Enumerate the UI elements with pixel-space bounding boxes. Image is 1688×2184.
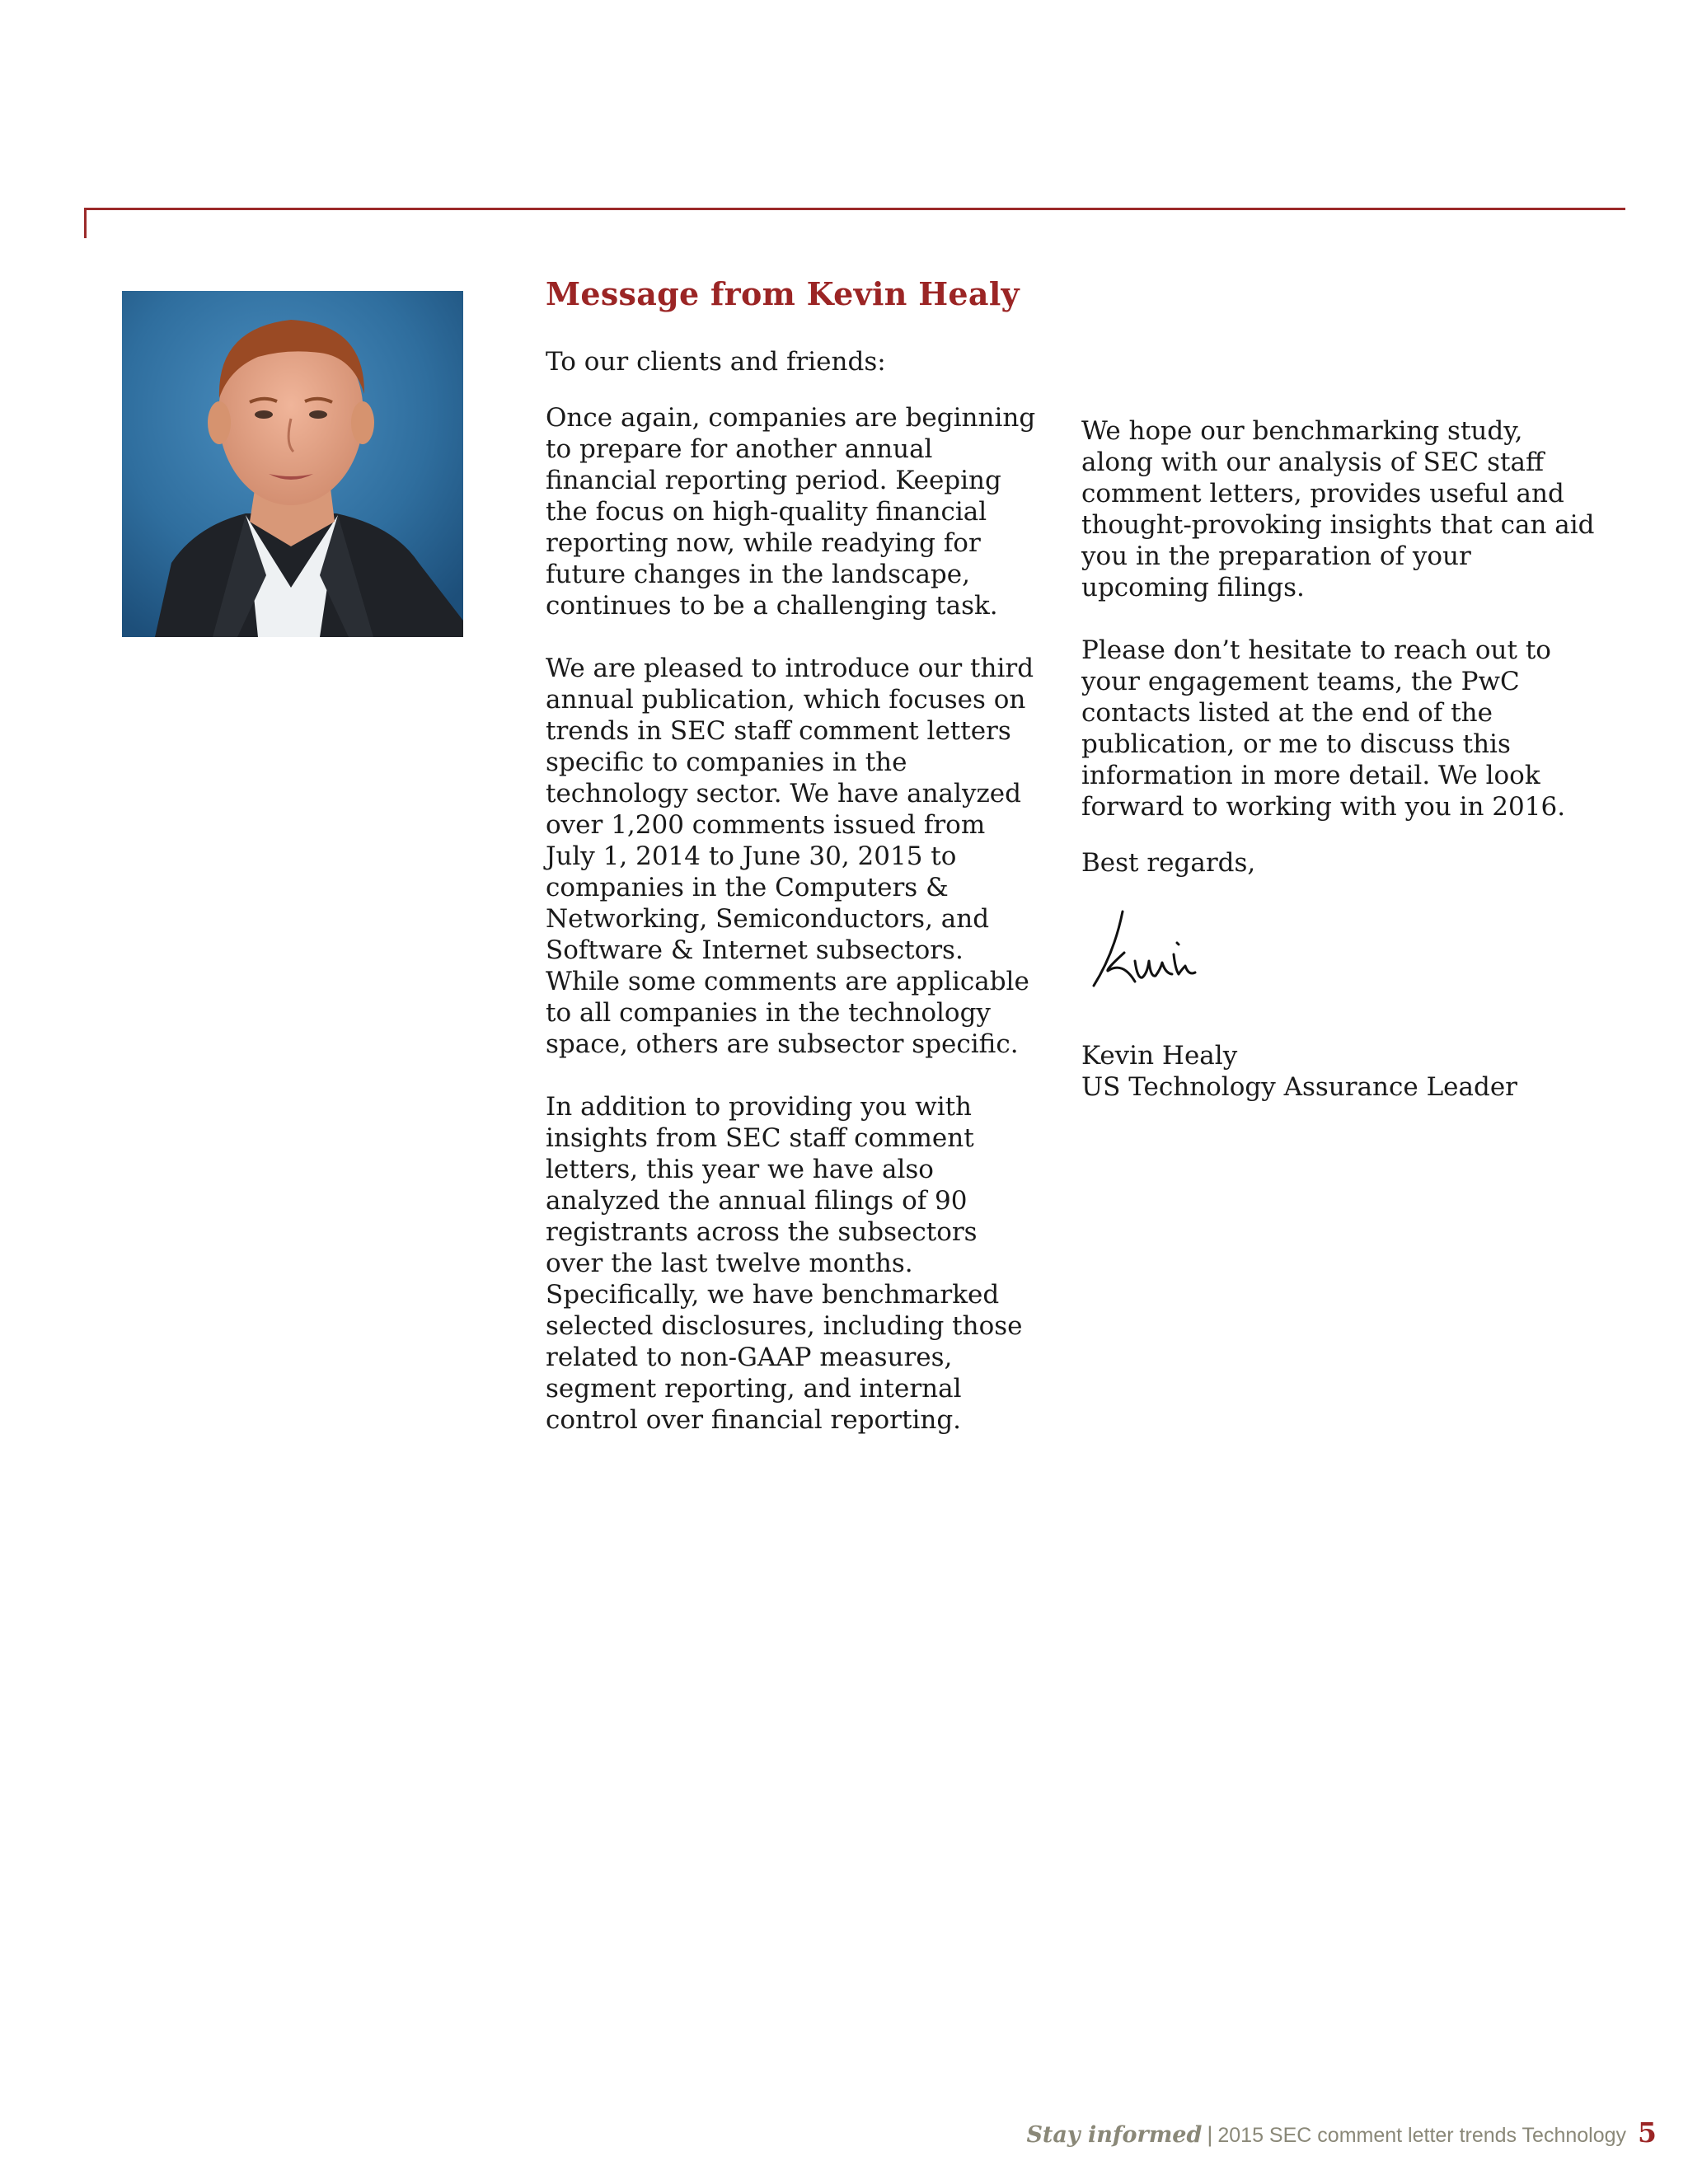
paragraph-hope: We hope our benchmarking study, along with our analysis of SEC staff comment letters, provides useful and thought-provoking insights that can aid you in the preparation of your upcoming filings. xyxy=(1081,416,1595,602)
paragraph-publication: We are pleased to introduce our third annual publication, which focuses on trends in SEC staff comment letters specific to companies in the technology sector. We have analyzed over 1,200 comments issued from July 1, 2014 to June 30, 2015 to companies in the Computers & Networking, Semiconductors, and Software & Internet subsectors. While some comments are applicable to all companies in the technology space, others are subsector specific. xyxy=(546,654,1034,1059)
page-footer xyxy=(1026,2116,1657,2149)
footer-separator: | xyxy=(1207,2122,1213,2147)
signer-name: Kevin Healy xyxy=(1081,1041,1238,1071)
page-number: 5 xyxy=(1638,2116,1657,2149)
paragraph-benchmarking: In addition to providing you with insights from SEC staff comment letters, this year we have also analyzed the annual filings of 90 registrants across the subsectors over the last twelve months. Specifically, we have benchmarked selected disclosures, including those related to non-GAAP measures, segment reporting, and internal control over financial reporting. xyxy=(546,1092,1023,1435)
closing: Best regards, xyxy=(1081,848,1256,878)
portrait-photo xyxy=(122,291,463,637)
right-text-column xyxy=(1081,415,1602,1103)
footer-stay-informed: Stay informed xyxy=(1026,2122,1203,2148)
footer-publication-title: 2015 SEC comment letter trends Technology xyxy=(1217,2124,1627,2147)
handwritten-signature xyxy=(1090,903,1213,1010)
salutation: To our clients and friends: xyxy=(546,347,886,377)
paragraph-intro: Once again, companies are beginning to prepare for another annual financial reporting period. Keeping the focus on high-quality financial reporting now, while readying for future changes in the landscape, continues to be a challenging task. xyxy=(546,403,1036,621)
top-divider-line xyxy=(84,208,1625,210)
signer-title: US Technology Assurance Leader xyxy=(1081,1072,1517,1102)
paragraph-contact: Please don’t hesitate to reach out to your engagement teams, the PwC contacts listed at the end of the publication, or me to discuss this information in more detail. We look forward to working with you in 2016. xyxy=(1081,635,1566,822)
top-divider-corner xyxy=(84,208,87,238)
left-text-column xyxy=(546,346,1040,1436)
message-title: Message from Kevin Healy xyxy=(546,275,1020,312)
